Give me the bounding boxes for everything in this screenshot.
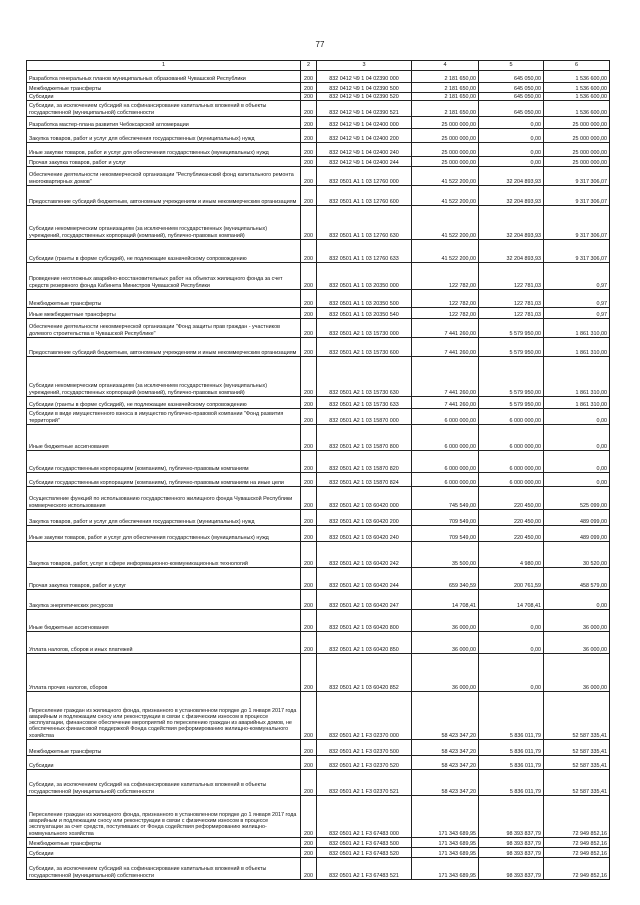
row-executed-cell: 645 050,00 [479, 93, 544, 101]
row-kbk-cell: 832 0501 А2 1 F3 02370 520 [317, 756, 412, 770]
row-remaining-cell: 9 317 306,07 [544, 186, 610, 206]
row-executed-cell: 5 579 950,00 [479, 357, 544, 397]
row-name-cell: Субсидии государственным корпорациям (компаниям), публично-правовым компаниям [27, 451, 301, 473]
row-name-cell: Иные закупки товаров, работ и услуг для обеспечения государственных (муниципальных) нужд [27, 143, 301, 157]
row-approved-cell: 35 500,00 [412, 542, 479, 568]
row-remaining-cell: 1 861 310,00 [544, 357, 610, 397]
table-row [27, 167, 610, 186]
table-row [27, 756, 610, 770]
column-header: 3 [317, 61, 412, 71]
row-approved-cell: 58 423 347,20 [412, 692, 479, 740]
row-remaining-cell: 72 949 852,16 [544, 796, 610, 838]
row-kbk-cell: 832 0501 А2 1 03 60420 200 [317, 510, 412, 526]
row-name-cell: Межбюджетные трансферты [27, 838, 301, 848]
row-remaining-cell: 1 861 310,00 [544, 338, 610, 357]
row-remaining-cell: 9 317 306,07 [544, 167, 610, 186]
row-kbk-cell: 832 0501 А2 1 03 60420 247 [317, 590, 412, 610]
table-row [27, 838, 610, 848]
row-code-cell: 200 [301, 308, 317, 319]
row-kbk-cell: 832 0501 А2 1 03 60420 800 [317, 610, 412, 632]
row-name-cell: Закупка товаров, работ и услуг для обеспечения государственных (муниципальных) нужд [27, 129, 301, 143]
row-code-cell: 200 [301, 263, 317, 290]
row-code-cell: 200 [301, 610, 317, 632]
table-row [27, 487, 610, 510]
table-row [27, 510, 610, 526]
row-executed-cell: 0,00 [479, 129, 544, 143]
row-kbk-cell: 832 0501 А2 1 03 15870 820 [317, 451, 412, 473]
row-executed-cell: 32 204 893,93 [479, 186, 544, 206]
row-code-cell: 200 [301, 692, 317, 740]
row-remaining-cell: 25 000 000,00 [544, 117, 610, 129]
row-name-cell: Переселение граждан из жилищного фонда, признанного в установленном порядке до 1 января 2017 года аварийным и подлежащим сносу или реконструкции в связи с физическим износом в процессе эксплуатации за счет средств, поступивших от Фонда содействия реформированию жилищно-коммунального хозяйства [27, 796, 301, 838]
row-executed-cell: 0,00 [479, 143, 544, 157]
row-name-cell: Субсидии, за исключением субсидий на софинансирование капитальных вложений в объекты государственной (муниципальной) собственности [27, 770, 301, 796]
row-remaining-cell: 9 317 306,07 [544, 240, 610, 263]
row-approved-cell: 41 522 200,00 [412, 206, 479, 240]
row-kbk-cell: 832 0412 Ч9 1 04 02390 000 [317, 71, 412, 83]
row-executed-cell: 98 393 837,79 [479, 848, 544, 858]
row-kbk-cell: 832 0412 Ч9 1 04 02390 520 [317, 93, 412, 101]
row-approved-cell: 58 423 347,20 [412, 770, 479, 796]
row-name-cell: Переселение граждан из жилищного фонда, признанного в установленном порядке до 1 января 2017 года аварийным и подлежащим сносу или реконструкции в связи с физическим износом в процессе эксплуатации, финансовое обеспечение мероприятий по переселению граждан из аварийных домов, не обеспеченных финансовой поддержкой Фонда содействия реформированию жилищно-коммунального хозяйства [27, 692, 301, 740]
table-row [27, 101, 610, 117]
row-approved-cell: 41 522 200,00 [412, 167, 479, 186]
row-executed-cell: 6 000 000,00 [479, 425, 544, 451]
row-name-cell: Иные закупки товаров, работ и услуг для обеспечения государственных (муниципальных) нужд [27, 526, 301, 542]
row-executed-cell: 645 050,00 [479, 101, 544, 117]
row-kbk-cell: 832 0412 Ч9 1 04 02400 000 [317, 117, 412, 129]
row-name-cell: Субсидии, за исключением субсидий на софинансирование капитальных вложений в объекты государственной (муниципальной) собственности [27, 858, 301, 880]
row-kbk-cell: 832 0501 А2 1 03 15870 800 [317, 425, 412, 451]
row-remaining-cell: 0,00 [544, 473, 610, 487]
column-header: 5 [479, 61, 544, 71]
row-code-cell: 200 [301, 510, 317, 526]
row-executed-cell: 0,00 [479, 157, 544, 167]
table-row [27, 143, 610, 157]
row-remaining-cell: 72 949 852,16 [544, 838, 610, 848]
table-row [27, 93, 610, 101]
table-row [27, 473, 610, 487]
column-header: 1 [27, 61, 301, 71]
row-kbk-cell: 832 0501 А2 1 F3 67483 520 [317, 848, 412, 858]
row-remaining-cell: 489 099,00 [544, 526, 610, 542]
table-row [27, 357, 610, 397]
row-name-cell: Субсидии некоммерческим организациям (за исключением государственных (муниципальных) учреждений, государственных корпораций (компаний), публично-правовых компаний) [27, 206, 301, 240]
table-row [27, 240, 610, 263]
table-row [27, 770, 610, 796]
row-approved-cell: 2 181 650,00 [412, 93, 479, 101]
row-name-cell: Закупка энергетических ресурсов [27, 590, 301, 610]
row-approved-cell: 7 441 260,00 [412, 338, 479, 357]
row-approved-cell: 6 000 000,00 [412, 473, 479, 487]
row-kbk-cell: 832 0412 Ч9 1 04 02400 244 [317, 157, 412, 167]
row-kbk-cell: 832 0501 А2 1 03 15870 000 [317, 409, 412, 425]
row-name-cell: Субсидии некоммерческим организациям (за исключением государственных (муниципальных) учреждений, государственных корпораций (компаний), публично-правовых компаний) [27, 357, 301, 397]
row-code-cell: 200 [301, 71, 317, 83]
row-remaining-cell: 52 587 335,41 [544, 692, 610, 740]
row-approved-cell: 58 423 347,20 [412, 740, 479, 756]
row-executed-cell: 5 579 950,00 [479, 338, 544, 357]
row-approved-cell: 6 000 000,00 [412, 451, 479, 473]
table-row [27, 129, 610, 143]
row-kbk-cell: 832 0501 А2 1 F3 67483 521 [317, 858, 412, 880]
row-name-cell: Субсидии [27, 756, 301, 770]
table-row [27, 610, 610, 632]
row-name-cell: Предоставление субсидий бюджетным, автономным учреждениям и иным некоммерческим организациям [27, 186, 301, 206]
row-remaining-cell: 525 099,00 [544, 487, 610, 510]
row-kbk-cell: 832 0412 Ч9 1 04 02390 500 [317, 83, 412, 93]
row-code-cell: 200 [301, 409, 317, 425]
row-name-cell: Уплата прочих налогов, сборов [27, 654, 301, 692]
row-kbk-cell: 832 0501 А1 1 03 12760 633 [317, 240, 412, 263]
table-row [27, 632, 610, 654]
row-executed-cell: 645 050,00 [479, 71, 544, 83]
row-approved-cell: 122 782,00 [412, 308, 479, 319]
row-code-cell: 200 [301, 568, 317, 590]
row-executed-cell: 6 000 000,00 [479, 473, 544, 487]
table-row [27, 71, 610, 83]
row-kbk-cell: 832 0501 А2 1 03 15870 824 [317, 473, 412, 487]
row-approved-cell: 2 181 650,00 [412, 71, 479, 83]
row-remaining-cell: 0,00 [544, 425, 610, 451]
table-row [27, 654, 610, 692]
row-name-cell: Разработка генеральных планов муниципальных образований Чувашской Республики [27, 71, 301, 83]
row-executed-cell: 0,00 [479, 610, 544, 632]
row-code-cell: 200 [301, 487, 317, 510]
row-kbk-cell: 832 0501 А1 1 03 12760 630 [317, 206, 412, 240]
row-executed-cell: 220 450,00 [479, 487, 544, 510]
row-kbk-cell: 832 0501 А2 1 03 60420 242 [317, 542, 412, 568]
row-kbk-cell: 832 0501 А2 1 F3 02370 500 [317, 740, 412, 756]
row-code-cell: 200 [301, 740, 317, 756]
row-code-cell: 200 [301, 101, 317, 117]
row-remaining-cell: 52 587 335,41 [544, 770, 610, 796]
row-name-cell: Прочая закупка товаров, работ и услуг [27, 568, 301, 590]
row-code-cell: 200 [301, 756, 317, 770]
row-kbk-cell: 832 0501 А1 1 03 12760 600 [317, 186, 412, 206]
row-name-cell: Субсидии [27, 848, 301, 858]
row-executed-cell: 5 579 950,00 [479, 319, 544, 338]
row-code-cell: 200 [301, 397, 317, 409]
column-header: 4 [412, 61, 479, 71]
row-kbk-cell: 832 0501 А1 1 03 20350 500 [317, 290, 412, 308]
table-row [27, 542, 610, 568]
row-remaining-cell: 0,00 [544, 409, 610, 425]
row-name-cell: Закупка товаров, работ, услуг в сфере информационно-коммуникационных технологий [27, 542, 301, 568]
row-code-cell: 200 [301, 83, 317, 93]
row-kbk-cell: 832 0412 Ч9 1 04 02400 200 [317, 129, 412, 143]
row-executed-cell: 32 204 893,93 [479, 240, 544, 263]
row-executed-cell: 645 050,00 [479, 83, 544, 93]
row-executed-cell: 6 000 000,00 [479, 409, 544, 425]
row-code-cell: 200 [301, 240, 317, 263]
row-approved-cell: 171 343 689,95 [412, 838, 479, 848]
table-row [27, 157, 610, 167]
row-name-cell: Субсидии в виде имущественного взноса в имущество публично-правовой компании "Фонд развития территорий" [27, 409, 301, 425]
row-approved-cell: 36 000,00 [412, 610, 479, 632]
row-kbk-cell: 832 0501 А2 1 F3 02370 521 [317, 770, 412, 796]
row-approved-cell: 171 343 689,95 [412, 858, 479, 880]
row-code-cell: 200 [301, 590, 317, 610]
row-remaining-cell: 72 949 852,16 [544, 848, 610, 858]
row-approved-cell: 745 549,00 [412, 487, 479, 510]
row-code-cell: 200 [301, 206, 317, 240]
row-approved-cell: 709 549,00 [412, 526, 479, 542]
row-code-cell: 200 [301, 654, 317, 692]
table-row [27, 290, 610, 308]
row-kbk-cell: 832 0501 А2 1 F3 67483 500 [317, 838, 412, 848]
row-code-cell: 200 [301, 93, 317, 101]
row-approved-cell: 2 181 650,00 [412, 101, 479, 117]
row-name-cell: Разработка мастер-плана развития Чебоксарской агломерации [27, 117, 301, 129]
row-approved-cell: 58 423 347,20 [412, 756, 479, 770]
row-code-cell: 200 [301, 451, 317, 473]
row-executed-cell: 220 450,00 [479, 526, 544, 542]
row-code-cell: 200 [301, 319, 317, 338]
row-remaining-cell: 36 000,00 [544, 632, 610, 654]
row-remaining-cell: 1 536 600,00 [544, 101, 610, 117]
row-name-cell: Закупка товаров, работ и услуг для обеспечения государственных (муниципальных) нужд [27, 510, 301, 526]
table-row [27, 308, 610, 319]
row-approved-cell: 25 000 000,00 [412, 129, 479, 143]
row-approved-cell: 6 000 000,00 [412, 409, 479, 425]
table-row [27, 263, 610, 290]
row-kbk-cell: 832 0412 Ч9 1 04 02390 521 [317, 101, 412, 117]
row-code-cell: 200 [301, 632, 317, 654]
table-row [27, 397, 610, 409]
row-executed-cell: 122 781,03 [479, 308, 544, 319]
table-row [27, 206, 610, 240]
row-executed-cell: 0,00 [479, 117, 544, 129]
row-remaining-cell: 0,00 [544, 590, 610, 610]
row-executed-cell: 98 393 837,79 [479, 838, 544, 848]
row-executed-cell: 5 836 011,79 [479, 770, 544, 796]
row-name-cell: Проведение неотложных аварийно-восстановительных работ на объектах жилищного фонда за счет средств резервного фонда Кабинета Министров Чувашской Республики [27, 263, 301, 290]
row-approved-cell: 41 522 200,00 [412, 186, 479, 206]
row-approved-cell: 7 441 260,00 [412, 357, 479, 397]
row-name-cell: Уплата налогов, сборов и иных платежей [27, 632, 301, 654]
row-executed-cell: 5 579 950,00 [479, 397, 544, 409]
row-approved-cell: 25 000 000,00 [412, 143, 479, 157]
row-code-cell: 200 [301, 143, 317, 157]
row-executed-cell: 0,00 [479, 654, 544, 692]
table-row [27, 692, 610, 740]
budget-table [26, 60, 610, 880]
row-remaining-cell: 52 587 335,41 [544, 756, 610, 770]
row-approved-cell: 25 000 000,00 [412, 157, 479, 167]
row-kbk-cell: 832 0501 А2 1 03 60420 852 [317, 654, 412, 692]
row-remaining-cell: 36 000,00 [544, 654, 610, 692]
row-executed-cell: 122 781,03 [479, 290, 544, 308]
row-code-cell: 200 [301, 186, 317, 206]
table-row [27, 590, 610, 610]
row-name-cell: Субсидии (гранты в форме субсидий), не подлежащие казначейскому сопровождению [27, 397, 301, 409]
row-name-cell: Иные бюджетные ассигнования [27, 610, 301, 632]
row-kbk-cell: 832 0501 А2 1 03 15730 600 [317, 338, 412, 357]
row-approved-cell: 7 441 260,00 [412, 397, 479, 409]
row-remaining-cell: 1 536 600,00 [544, 93, 610, 101]
row-name-cell: Иные межбюджетные трансферты [27, 308, 301, 319]
row-kbk-cell: 832 0501 А2 1 F3 02370 000 [317, 692, 412, 740]
table-row [27, 186, 610, 206]
row-remaining-cell: 1 861 310,00 [544, 397, 610, 409]
row-executed-cell: 6 000 000,00 [479, 451, 544, 473]
row-name-cell: Межбюджетные трансферты [27, 290, 301, 308]
table-header-row [27, 61, 610, 71]
row-executed-cell: 122 781,03 [479, 263, 544, 290]
row-kbk-cell: 832 0412 Ч9 1 04 02400 240 [317, 143, 412, 157]
row-kbk-cell: 832 0501 А2 1 03 15730 633 [317, 397, 412, 409]
row-kbk-cell: 832 0501 А1 1 03 20350 000 [317, 263, 412, 290]
table-row [27, 526, 610, 542]
row-code-cell: 200 [301, 526, 317, 542]
row-code-cell: 200 [301, 770, 317, 796]
row-executed-cell: 0,00 [479, 632, 544, 654]
row-code-cell: 200 [301, 796, 317, 838]
row-kbk-cell: 832 0501 А2 1 03 60420 240 [317, 526, 412, 542]
row-approved-cell: 41 522 200,00 [412, 240, 479, 263]
row-name-cell: Субсидии (гранты в форме субсидий), не подлежащие казначейскому сопровождению [27, 240, 301, 263]
row-code-cell: 200 [301, 858, 317, 880]
row-approved-cell: 709 549,00 [412, 510, 479, 526]
row-executed-cell: 32 204 893,93 [479, 167, 544, 186]
row-kbk-cell: 832 0501 А1 1 03 20350 540 [317, 308, 412, 319]
row-code-cell: 200 [301, 425, 317, 451]
row-approved-cell: 36 000,00 [412, 654, 479, 692]
row-approved-cell: 659 340,59 [412, 568, 479, 590]
row-code-cell: 200 [301, 848, 317, 858]
row-remaining-cell: 72 949 852,16 [544, 858, 610, 880]
row-remaining-cell: 36 000,00 [544, 610, 610, 632]
column-header: 6 [544, 61, 610, 71]
row-remaining-cell: 0,97 [544, 290, 610, 308]
table-row [27, 83, 610, 93]
row-kbk-cell: 832 0501 А2 1 03 60420 244 [317, 568, 412, 590]
row-name-cell: Субсидии государственным корпорациям (компаниям), публично-правовым компаниям на иные цели [27, 473, 301, 487]
row-approved-cell: 36 000,00 [412, 632, 479, 654]
table-row [27, 338, 610, 357]
row-name-cell: Осуществление функций по использованию государственного жилищного фонда Чувашской Республики коммерческого использования [27, 487, 301, 510]
row-code-cell: 200 [301, 542, 317, 568]
table-row [27, 848, 610, 858]
table-row [27, 319, 610, 338]
row-name-cell: Иные бюджетные ассигнования [27, 425, 301, 451]
row-kbk-cell: 832 0501 А1 1 03 12760 000 [317, 167, 412, 186]
row-code-cell: 200 [301, 129, 317, 143]
row-executed-cell: 5 836 011,79 [479, 756, 544, 770]
row-remaining-cell: 489 099,00 [544, 510, 610, 526]
row-kbk-cell: 832 0501 А2 1 03 15730 000 [317, 319, 412, 338]
row-remaining-cell: 52 587 335,41 [544, 740, 610, 756]
row-remaining-cell: 30 520,00 [544, 542, 610, 568]
row-approved-cell: 7 441 260,00 [412, 319, 479, 338]
row-code-cell: 200 [301, 117, 317, 129]
row-name-cell: Обеспечение деятельности некоммерческой организации "Фонд защиты прав граждан - участников долевого строительства в Чувашской Республике" [27, 319, 301, 338]
row-remaining-cell: 1 536 600,00 [544, 71, 610, 83]
table-row [27, 796, 610, 838]
table-row [27, 117, 610, 129]
page-number: 77 [315, 40, 325, 49]
table-row [27, 425, 610, 451]
row-kbk-cell: 832 0501 А2 1 03 15730 630 [317, 357, 412, 397]
table-row [27, 858, 610, 880]
row-name-cell: Обеспечение деятельности некоммерческой организации "Республиканский фонд капитального ремонта многоквартирных домов" [27, 167, 301, 186]
row-remaining-cell: 0,97 [544, 263, 610, 290]
row-code-cell: 200 [301, 338, 317, 357]
row-remaining-cell: 0,97 [544, 308, 610, 319]
row-remaining-cell: 1 536 600,00 [544, 83, 610, 93]
row-name-cell: Межбюджетные трансферты [27, 83, 301, 93]
row-approved-cell: 25 000 000,00 [412, 117, 479, 129]
row-kbk-cell: 832 0501 А2 1 F3 67483 000 [317, 796, 412, 838]
row-executed-cell: 5 836 011,79 [479, 740, 544, 756]
row-approved-cell: 6 000 000,00 [412, 425, 479, 451]
table-row [27, 740, 610, 756]
row-kbk-cell: 832 0501 А2 1 03 60420 000 [317, 487, 412, 510]
row-remaining-cell: 25 000 000,00 [544, 157, 610, 167]
row-remaining-cell: 25 000 000,00 [544, 129, 610, 143]
row-approved-cell: 122 782,00 [412, 263, 479, 290]
row-executed-cell: 14 708,41 [479, 590, 544, 610]
row-remaining-cell: 9 317 306,07 [544, 206, 610, 240]
row-code-cell: 200 [301, 357, 317, 397]
row-executed-cell: 4 980,00 [479, 542, 544, 568]
row-name-cell: Межбюджетные трансферты [27, 740, 301, 756]
row-executed-cell: 200 761,59 [479, 568, 544, 590]
row-remaining-cell: 1 861 310,00 [544, 319, 610, 338]
table-row [27, 568, 610, 590]
row-code-cell: 200 [301, 290, 317, 308]
table-row [27, 451, 610, 473]
row-executed-cell: 220 450,00 [479, 510, 544, 526]
row-approved-cell: 14 708,41 [412, 590, 479, 610]
row-executed-cell: 5 836 011,79 [479, 692, 544, 740]
row-remaining-cell: 25 000 000,00 [544, 143, 610, 157]
row-name-cell: Предоставление субсидий бюджетным, автономным учреждениям и иным некоммерческим организациям [27, 338, 301, 357]
row-remaining-cell: 0,00 [544, 451, 610, 473]
row-approved-cell: 122 782,00 [412, 290, 479, 308]
row-code-cell: 200 [301, 157, 317, 167]
row-code-cell: 200 [301, 473, 317, 487]
row-code-cell: 200 [301, 838, 317, 848]
column-header: 2 [301, 61, 317, 71]
row-name-cell: Субсидии [27, 93, 301, 101]
row-kbk-cell: 832 0501 А2 1 03 60420 850 [317, 632, 412, 654]
row-approved-cell: 171 343 689,95 [412, 796, 479, 838]
row-executed-cell: 98 393 837,79 [479, 796, 544, 838]
row-remaining-cell: 458 579,00 [544, 568, 610, 590]
row-name-cell: Прочая закупка товаров, работ и услуг [27, 157, 301, 167]
row-executed-cell: 98 393 837,79 [479, 858, 544, 880]
row-approved-cell: 2 181 650,00 [412, 83, 479, 93]
row-name-cell: Субсидии, за исключением субсидий на софинансирование капитальных вложений в объекты государственной (муниципальной) собственности [27, 101, 301, 117]
row-code-cell: 200 [301, 167, 317, 186]
row-executed-cell: 32 204 893,93 [479, 206, 544, 240]
table-row [27, 409, 610, 425]
row-approved-cell: 171 343 689,95 [412, 848, 479, 858]
